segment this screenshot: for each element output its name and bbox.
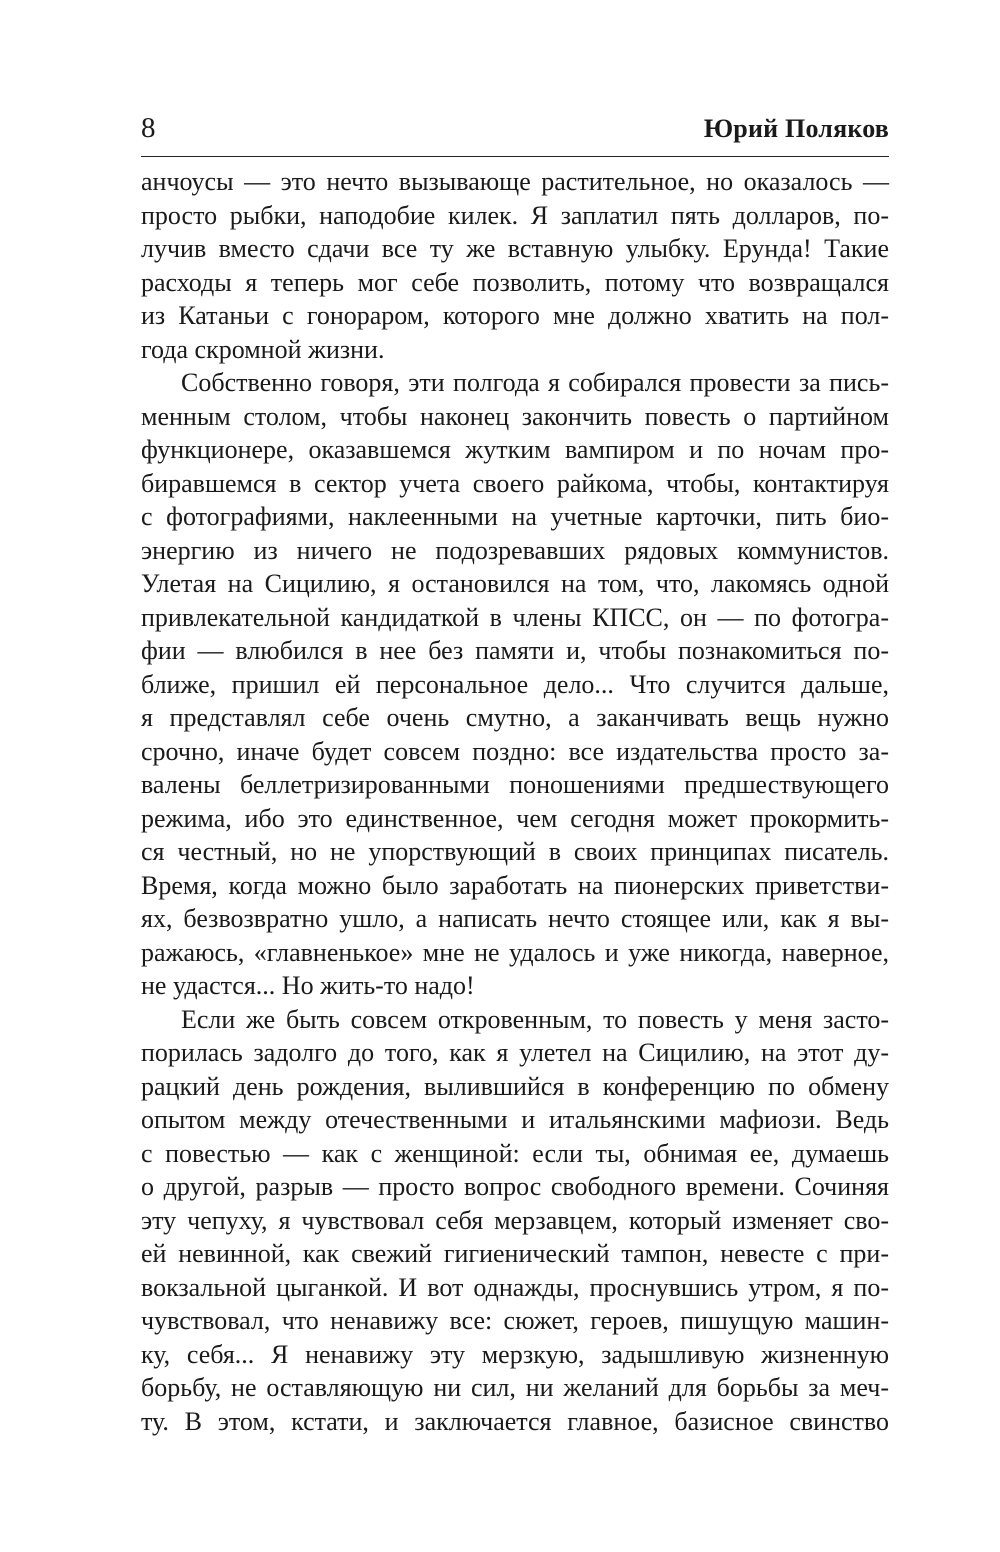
text-line: Время, когда можно было заработать на пионерских приветстви-: [141, 870, 889, 900]
text-line: года скромной жизни.: [141, 334, 385, 364]
paragraph: [141, 1003, 889, 1439]
text-line: расходы я теперь мог себе позволить, потому что возвращался: [141, 267, 889, 297]
text-line: привлекательной кандидаткой в члены КПСС, он — по фотогра-: [141, 602, 889, 632]
text-line: валены беллетризированными поношениями предшествующего: [141, 770, 889, 799]
text-line: ту. В этом, кстати, и заключается главное, базисное свинство: [141, 1406, 889, 1436]
text-line: ях, безвозвратно ушло, а написать нечто стоящее или, как я вы-: [141, 904, 889, 933]
text-line: рацкий день рождения, вылившийся в конференцию по обмену: [141, 1071, 889, 1101]
text-line: с повестью — как с женщиной: если ты, обнимая ее, думаешь: [141, 1138, 889, 1168]
paragraph: [141, 165, 889, 366]
text-line: функционере, оказавшемся жутким вампиром и по ночам про-: [141, 435, 889, 464]
text-line: фии — влюбился в нее без памяти и, чтобы познакомиться по-: [141, 636, 889, 665]
text-line: опытом между отечественными и итальянскими мафиози. Ведь: [141, 1105, 889, 1134]
text-line: борьбу, не оставляющую ни сил, ни желаний для борьбы за меч-: [141, 1373, 889, 1402]
page-number: 8: [141, 112, 156, 144]
text-line: лучив вместо сдачи все ту же вставную улыбку. Ерунда! Такие: [141, 234, 889, 263]
text-line: о другой, разрыв — просто вопрос свободного времени. Сочиняя: [141, 1172, 889, 1201]
text-line: режима, ибо это единственное, чем сегодня может прокормить-: [141, 803, 889, 833]
text-line: эту чепуху, я чувствовал себя мерзавцем, который изменяет сво-: [141, 1205, 889, 1235]
text-line: не удастся... Но жить-то надо!: [141, 971, 475, 1000]
text-line: биравшемся в сектор учета своего райкома, чтобы, контактируя: [141, 468, 889, 498]
text-line: анчоусы — это нечто вызывающе растительное, но оказалось —: [141, 167, 889, 196]
text-line: просто рыбки, наподобие килек. Я заплатил пять долларов, по-: [141, 200, 889, 230]
text-line: ей невинной, как свежий гигиенический тампон, невесте с при-: [141, 1239, 889, 1268]
text-line: вокзальной цыганкой. И вот однажды, проснувшись утром, я по-: [141, 1272, 889, 1302]
text-line: менным столом, чтобы наконец закончить повесть о партийном: [141, 401, 889, 431]
text-line: Если же быть совсем откровенным, то повесть у меня засто-: [181, 1004, 889, 1034]
author-name: Юрий Поляков: [703, 114, 889, 143]
text-line: ся честный, но не упорствующий в своих принципах писатель.: [141, 837, 889, 866]
paragraph: [141, 366, 889, 1003]
text-line: ближе, пришил ей персональное дело... Что случится дальше,: [141, 669, 889, 699]
text-line: ражаюсь, «главненькое» мне не удалось и уже никогда, наверное,: [141, 937, 889, 967]
text-line: энергию из ничего не подозревавших рядовых коммунистов.: [141, 535, 889, 565]
text-line: Улетая на Сицилию, я остановился на том, что, лакомясь одной: [141, 569, 889, 598]
text-line: Собственно говоря, эти полгода я собирался провести за пись-: [181, 368, 889, 397]
text-line: с фотографиями, наклеенными на учетные карточки, пить био-: [141, 502, 889, 531]
text-line: чувствовал, что ненавижу все: сюжет, героев, пишущую машин-: [141, 1306, 889, 1335]
text-line: я представлял себе очень смутно, а заканчивать вещь нужно: [141, 703, 889, 732]
text-line: срочно, иначе будет совсем поздно: все издательства просто за-: [141, 736, 889, 766]
book-page: [141, 112, 889, 1438]
text-line: из Катаньи с гонораром, которого мне должно хватить на пол-: [141, 301, 889, 330]
running-head: [141, 112, 889, 157]
body-text: [141, 165, 889, 1438]
text-line: порилась задолго до того, как я улетел на Сицилию, на этот ду-: [141, 1038, 889, 1067]
text-line: ку, себя... Я ненавижу эту мерзкую, задышливую жизненную: [141, 1339, 889, 1369]
